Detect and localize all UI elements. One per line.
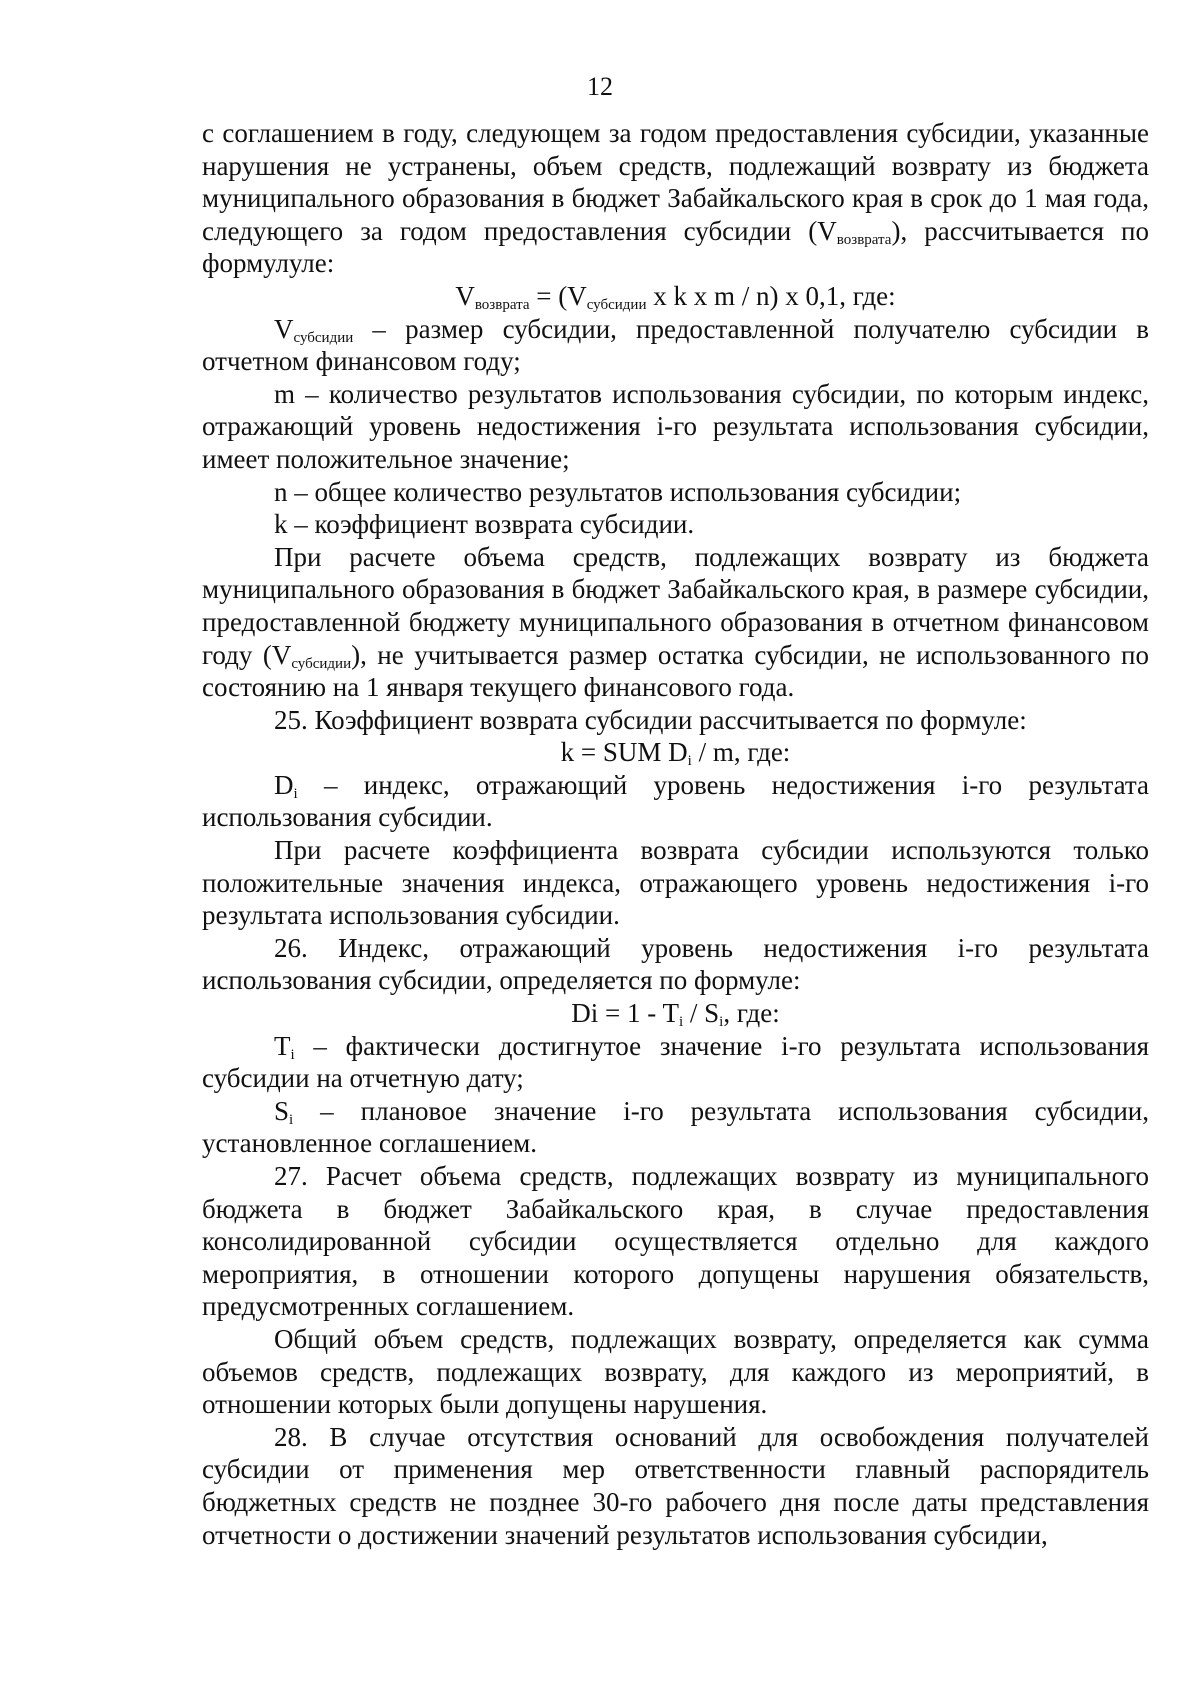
definition-m: m – количество результатов использования субсидии, по которым индекс, отражающий уровень недостижения i-го результата использования субсидии, имеет положительное значение; bbox=[202, 378, 1149, 474]
clause-25: 25. Коэффициент возврата субсидии рассчитывается по формуле: bbox=[274, 704, 1027, 735]
paragraph-total-volume: Общий объем средств, подлежащих возврату, определяется как сумма объемов средств, подлежащих возврату, для каждого из мероприятий, в отношении которых были допущены нарушения. bbox=[202, 1323, 1149, 1420]
formula-return-volume: $V_{возврата} = (V_{субсидии}$ x k x m / n) x 0,1, где: bbox=[455, 280, 896, 313]
clause-28: 28. В случае отсутствия оснований для освобождения получателей субсидии от применения мер ответственности главный распорядитель бюджетных средств не позднее 30-го рабочего дня после даты представления отчетности о достижении значений результатов использования субсидии, bbox=[202, 1421, 1149, 1550]
definition-v-subsidy: $V_{субсидии}$ – размер субсидии, предоставленной получателю субсидии в отчетном финансовом году; bbox=[202, 313, 1149, 377]
formula-index: $Di = 1 - T_i / S_i$, где: bbox=[571, 998, 780, 1031]
definition-n: n – общее количество результатов использования субсидии; bbox=[274, 476, 962, 507]
page-number: 12 bbox=[587, 72, 613, 101]
clause-27: 27. Расчет объема средств, подлежащих возврату из муниципального бюджета в бюджет Забайкальского края, в случае предоставления консолидированной субсидии осуществляется отдельно для каждого мероприятия, в отношении которого допущены нарушения обязательств, предусмотренных соглашением. bbox=[202, 1161, 1149, 1322]
definition-d: $D_i$ – индекс, отражающий уровень недостижения i-го результата использования субсидии. bbox=[202, 769, 1149, 833]
clause-26: 26. Индекс, отражающий уровень недостижения i-го результата использования субсидии, определяется по формуле: bbox=[202, 932, 1149, 996]
formula-coefficient: k = SUM $D_i$ / m, где: bbox=[560, 737, 791, 770]
paragraph-remainder-note: При расчете объема средств, подлежащих возврату из бюджета муниципального образования в бюджет Забайкальского края, в размере субсидии, предоставленной бюджету муниципального образования в отчетном финансовом году $(V_{субсидии})$, не учитывается размер остатка субсидии, не использованного по состоянию на 1 января текущего финансового года. bbox=[202, 541, 1149, 703]
definition-k: k – коэффициент возврата субсидии. bbox=[274, 509, 695, 540]
paragraph-return-condition: с соглашением в году, следующем за годом предоставления субсидии, указанные нарушения не устранены, объем средств, подлежащий возврату из бюджета муниципального образования в бюджет Забайкальского края в срок до 1 мая года, следующего за годом предоставления субсидии $(V_{возврата})$, рассчитывается по формулуле: bbox=[202, 118, 1149, 279]
paragraph-positive-values: При расчете коэффициента возврата субсидии используются только положительные значения индекса, отражающего уровень недостижения i-го результата использования субсидии. bbox=[202, 835, 1149, 931]
definition-s: $S_i$ – плановое значение i-го результата использования субсидии, установленное соглашением. bbox=[202, 1095, 1149, 1159]
document-body bbox=[202, 117, 1149, 1551]
definition-t: $T_i$ – фактически достигнутое значение i-го результата использования субсидии на отчетную дату; bbox=[202, 1030, 1149, 1094]
